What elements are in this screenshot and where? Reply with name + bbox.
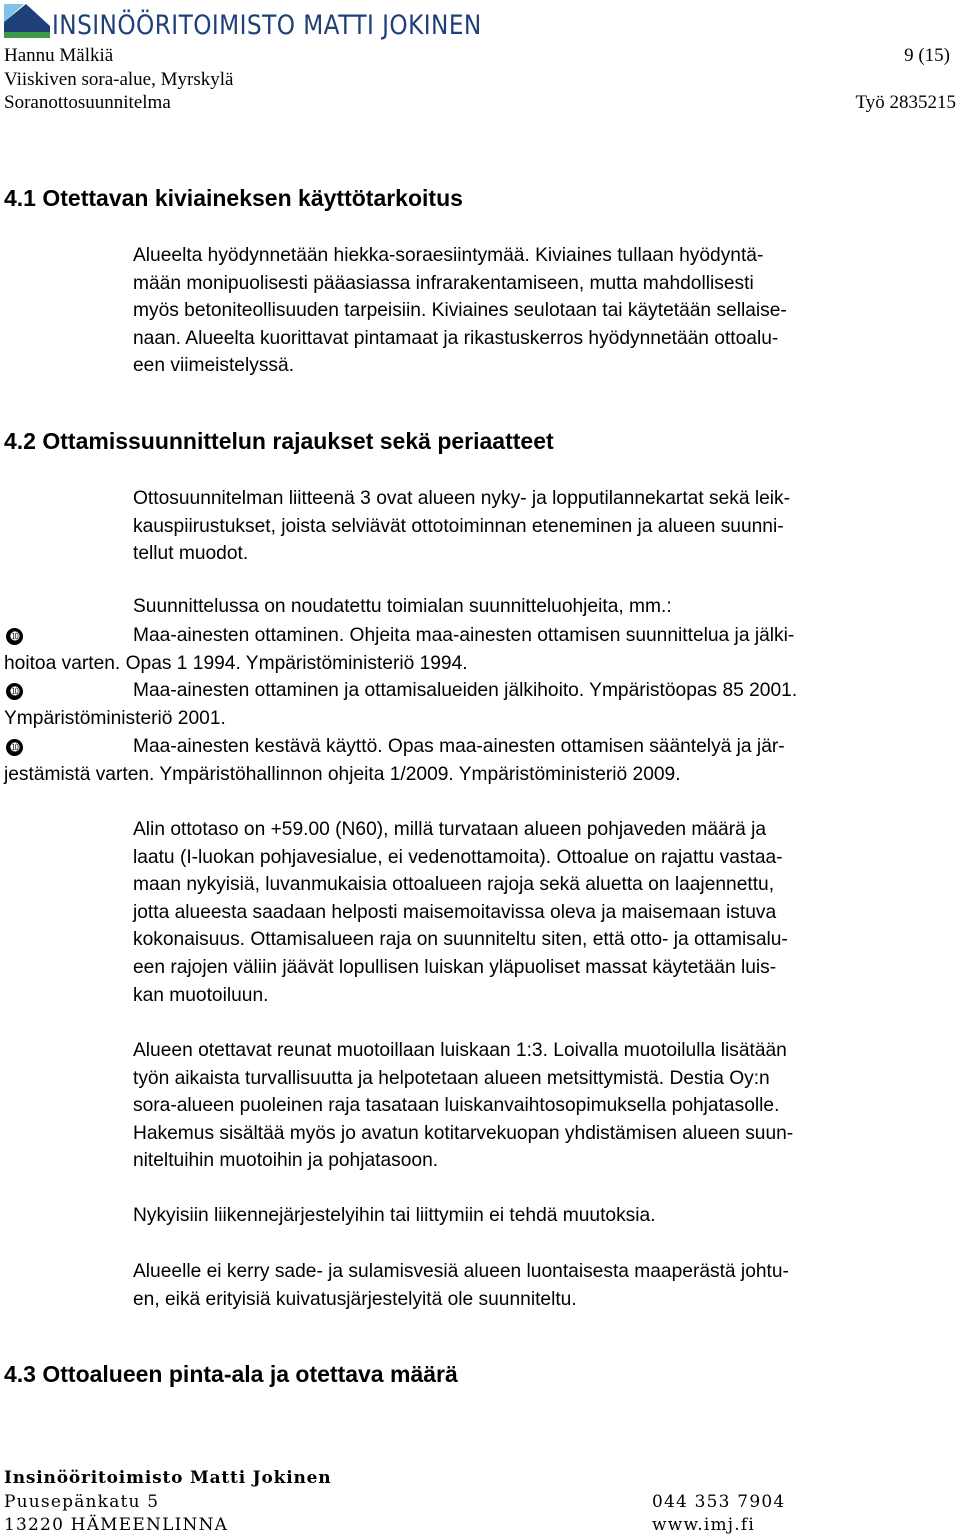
header-document-title: Soranottosuunnitelma bbox=[4, 92, 171, 113]
section-heading-4-1: 4.1 Otettavan kiviaineksen käyttötarkoitus bbox=[4, 185, 463, 211]
guidelines-intro: Suunnittelussa on noudatettu toimialan suunnitteluohjeita, mm.: bbox=[133, 596, 672, 617]
text-line: sora-alueen puoleinen raja tasataan luiskanvaihtosopimuksella pohjatasolle. bbox=[133, 1095, 780, 1117]
footer-phone: 044 353 7904 bbox=[652, 1492, 786, 1512]
header-author: Hannu Mälkiä bbox=[4, 45, 114, 66]
text-line: ➓ Maa-ainesten ottaminen. Ohjeita maa-ainesten ottamisen suunnittelua ja jälki- bbox=[4, 622, 960, 650]
paragraph bbox=[133, 1037, 960, 1175]
text-line: kokonaisuus. Ottamisalueen raja on suunniteltu siten, että otto- ja ottamisalu- bbox=[133, 929, 788, 951]
guideline-list-item bbox=[4, 622, 960, 677]
section-heading-4-2: 4.2 Ottamissuunnittelun rajaukset sekä periaatteet bbox=[4, 428, 554, 454]
text-line: jestämistä varten. Ympäristöhallinnon ohjeita 1/2009. Ympäristöministeriö 2009. bbox=[4, 763, 681, 785]
text-line: Hakemus sisältää myös jo avatun kotitarvekuopan yhdistämisen alueen suun- bbox=[133, 1122, 794, 1144]
header-project: Viiskiven sora-alue, Myrskylä bbox=[4, 69, 234, 90]
text-line: kan muotoiluun. bbox=[133, 984, 269, 1006]
company-logo bbox=[4, 2, 50, 42]
numbered-circle-icon: ➓ bbox=[6, 739, 23, 756]
paragraph bbox=[133, 242, 960, 380]
text-line: kauspiirustukset, joista selviävät ottotoiminnan eteneminen ja alueen suunni- bbox=[133, 515, 784, 537]
text-line: een rajojen väliin jäävät lopullisen luiskan yläpuoliset massat käytetään luis- bbox=[133, 956, 777, 978]
text-line: jotta alueesta saadaan helposti maisemoitavissa oleva ja maisemaan istuva bbox=[133, 901, 777, 923]
text-line: niteltuihin muotoihin ja pohjatasoon. bbox=[133, 1150, 439, 1172]
text-line: Alueelle ei kerry sade- ja sulamisvesiä alueen luontaisesta maaperästä johtu- bbox=[133, 1261, 789, 1282]
header-job-number: Työ 2835215 bbox=[855, 92, 956, 113]
header-page-number: 9 (15) bbox=[904, 45, 950, 66]
text-line: Nykyisiin liikennejärjestelyihin tai liittymiin ei tehdä muutoksia. bbox=[133, 1205, 656, 1226]
text-line: Alueelta hyödynnetään hiekka-soraesiintymää. Kiviaines tullaan hyödyntä- bbox=[133, 245, 764, 266]
numbered-circle-icon: ➓ bbox=[6, 628, 23, 645]
numbered-circle-icon: ➓ bbox=[6, 683, 23, 700]
footer-city: 13220 HÄMEENLINNA bbox=[4, 1515, 229, 1535]
text-line: naan. Alueelta kuorittavat pintamaat ja rikastuskerros hyödynnetään ottoalu- bbox=[133, 327, 779, 349]
guideline-list-item bbox=[4, 733, 960, 788]
text-line: Alin ottotaso on +59.00 (N60), millä turvataan alueen pohjaveden määrä ja bbox=[133, 819, 767, 840]
paragraph bbox=[133, 1258, 960, 1313]
footer-street: Puusepänkatu 5 bbox=[4, 1492, 160, 1512]
paragraph bbox=[133, 593, 960, 621]
text-line: een viimeistelyssä. bbox=[133, 355, 295, 377]
text-line: laatu (I-luokan pohjavesialue, ei vedenottamoita). Ottoalue on rajattu vastaa- bbox=[133, 846, 783, 868]
company-wordmark: INSINÖÖRITOIMISTO MATTI JOKINEN bbox=[52, 10, 482, 41]
text-line: maan nykyisiä, luvanmukaisia ottoalueen rajoja sekä aluetta on laajennettu, bbox=[133, 874, 775, 896]
text-line: ➓ Maa-ainesten ottaminen ja ottamisalueiden jälkihoito. Ympäristöopas 85 2001. bbox=[4, 677, 960, 705]
paragraph bbox=[133, 816, 960, 1009]
paragraph bbox=[133, 1202, 960, 1230]
guideline-list-item bbox=[4, 677, 960, 732]
text-line: Ottosuunnitelman liitteenä 3 ovat alueen nyky- ja lopputilannekartat sekä leik- bbox=[133, 488, 791, 509]
section-heading-4-3: 4.3 Ottoalueen pinta-ala ja otettava määrä bbox=[4, 1361, 458, 1387]
text-line: Ympäristöministeriö 2001. bbox=[4, 707, 226, 729]
text-line: ➓ Maa-ainesten kestävä käyttö. Opas maa-ainesten ottamisen sääntelyä ja jär- bbox=[4, 733, 960, 761]
text-line: en, eikä erityisiä kuivatusjärjestelyitä ole suunniteltu. bbox=[133, 1288, 577, 1310]
footer-website: www.imj.fi bbox=[652, 1515, 756, 1535]
footer-company: Insinööritoimisto Matti Jokinen bbox=[4, 1468, 332, 1488]
text-line: myös betoniteollisuuden tarpeisiin. Kiviaines seulotaan tai käytetään sellaise- bbox=[133, 300, 787, 322]
text-line: mään monipuolisesti pääasiassa infrarakentamiseen, mutta mahdollisesti bbox=[133, 272, 754, 294]
paragraph bbox=[133, 485, 960, 568]
text-line: hoitoa varten. Opas 1 1994. Ympäristöministeriö 1994. bbox=[4, 652, 468, 674]
text-line: työn aikaista turvallisuutta ja helpotetaan alueen metsittymistä. Destia Oy:n bbox=[133, 1067, 770, 1089]
text-line: Alueen otettavat reunat muotoillaan luiskaan 1:3. Loivalla muotoilulla lisätään bbox=[133, 1040, 787, 1061]
text-line: tellut muodot. bbox=[133, 543, 249, 565]
